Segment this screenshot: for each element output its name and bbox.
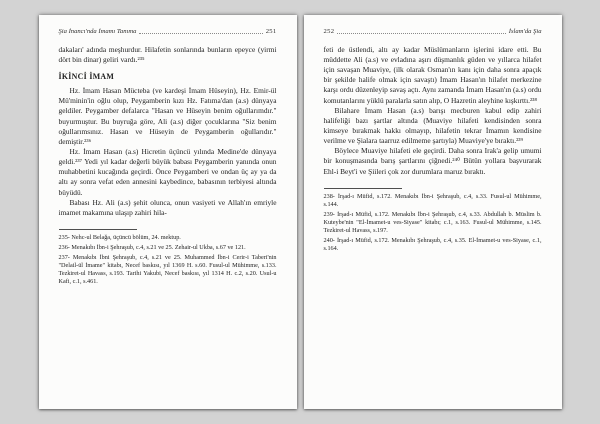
footnote: 240- İrşad-ı Müfid, s.172. Menakıbı Şehraşub, c.4, s.35. El-İmamet-u ves-Siyase, c.1, s.164. bbox=[323, 236, 542, 253]
right-page-header bbox=[324, 28, 542, 36]
header-leader bbox=[139, 32, 262, 34]
body-paragraph: Hz. İmam Hasan (a.s) Hicretin üçüncü yılında Medine'de dünyaya geldi.²³⁷ Yedi yıl kadar değerli büyük babası Peygamberin yanında onun muhabbetini kucağında geçirdi. Önce Peygamberi ve ondan üç ay ya da altı ay sonra vefat eden annesini kaybedince, babasının terbiyesi altında büyüdü. bbox=[58, 147, 277, 197]
body-paragraph: Hz. İmam Hasan Mücteba (ve kardeşi İmam Hüseyin), Hz. Emir-ül Mü'minin'in oğlu olup, Peygamberin kızı Hz. Fatıma'dan (a.s) dünyaya geldiler. Peygamber defalarca "Hasan ve Hüseyin benim oğullarımdır." buyurmuştur. Bu buyruğa göre, Ali (a.s) diğer çocuklarına "Siz benim oğullarımsınız. Hasan ve Hüseyin de Peygamberin oğullarıdır." demiştir.²³⁶ bbox=[58, 86, 277, 146]
footnote: 237- Menakıbı İbni Şehraşub, c.4, s.21 ve 25. Muhammed İbn-i Cerir-i Taberi'nin "Delail-ül İmame" kitabı, Necef baskısı, yıl 1369 H. s.60. Fusul-ul Mühimme, s.133. Tezkiret-ul Havass, s.193. Tarihi Yakubi, Necef baskısı, yıl 1314 H. c.2, s.20. Usul-u Kafi, c.1, s.461. bbox=[58, 253, 277, 286]
body-paragraph: Babası Hz. Ali (a.s) şehit olunca, onun vasiyeti ve Allah'ın emriyle imamet makamına ulaşıp zahiri hila- bbox=[58, 197, 277, 217]
footnote: 235- Nehc-ul Belağa, üçüncü bölüm, 24. mektup. bbox=[58, 234, 181, 242]
left-page-header bbox=[59, 28, 277, 36]
left-page bbox=[39, 15, 297, 409]
footnote: 236- Menakıbı İbn-i Şehraşub, c.4, s.21 ve 25. Zehair-ul Ukba, s.67 ve 121. bbox=[58, 243, 246, 251]
header-leader bbox=[337, 32, 505, 34]
page-number-right: 252 bbox=[323, 28, 335, 35]
body-paragraph: feti de üstlendi, altı ay kadar Müslümanların işlerini idare etti. Bu müddette Ali (a.s) ve evladına aşırı düşmanlık güden ve yıllarca hilafet için savaşan Muaviye, (ilk olarak Osman'ın kanı için daha sonra apaçık bir şekilde halife olmak için savaştı) İmam Hasan'ın hilafet merkezine karşı ordu düzenleyip savaş açtı. Aynı zamanda İmam Hasan'ın (a.s) ordu komutanlarını yüklü paralarla satın alıp, O Hazretin aleyhine kışkırttı.²³⁸ bbox=[323, 44, 542, 105]
footnote-rule bbox=[324, 188, 402, 189]
right-page bbox=[304, 15, 562, 409]
body-paragraph: Bilahare İmam Hasan (a.s) barışı mecburen kabul edip zahiri halifeliği bazı şartlar altında (Muaviye hilafeti kendisinden sonra kimseye bırakmak hakkı olmayıp, hilafetin tekrar İmamın kendisine verilme ve Şialara taarruz edilmeme şartıyla) Muaviye'ye bıraktı.²³⁹ bbox=[323, 105, 542, 146]
body-paragraph: dakaları' adında meşhurdur. Hilafetin sonlarında bunların epeyce (yirmi dört bin dinar) geliri vardı.²³⁵ bbox=[58, 44, 277, 65]
running-title-right: İslam'da Şia bbox=[508, 28, 542, 35]
page-number-left: 251 bbox=[265, 28, 277, 35]
section-heading: İKİNCİ İMAM bbox=[58, 72, 115, 82]
running-title-left: Şia İnancı'nda İmamı Tanıma bbox=[58, 28, 137, 35]
body-paragraph: Böylece Muaviye hilafeti ele geçirdi. Daha sonra Irak'a gelip umumi bir konuşmasında barış şartlarını çiğnedi.²⁴⁰ Bütün yollara başvurarak Ehl-i Beyt'i ve Şiileri çok zor durumlara maruz bıraktı. bbox=[323, 146, 542, 176]
footnote: 239- İrşad-ı Müfid, s.172. Menakıbı İbn-i Şehraşub, c.4, s.33. Abdullah b. Müslim b. Kuteybe'nin "El-İmamet-u ves-Siyase" kitabı; c.1, s.163. Fusul-ul Mühimme, s.145. Tezkiret-ul Havass, s.197. bbox=[323, 210, 542, 235]
footnote: 238- İrşad-ı Müfid, s.172. Menakıbı İbn-i Şehraşub, c.4, s.33. Fusul-ul Mühimme, s.144. bbox=[323, 192, 542, 208]
footnote-rule bbox=[59, 229, 137, 230]
